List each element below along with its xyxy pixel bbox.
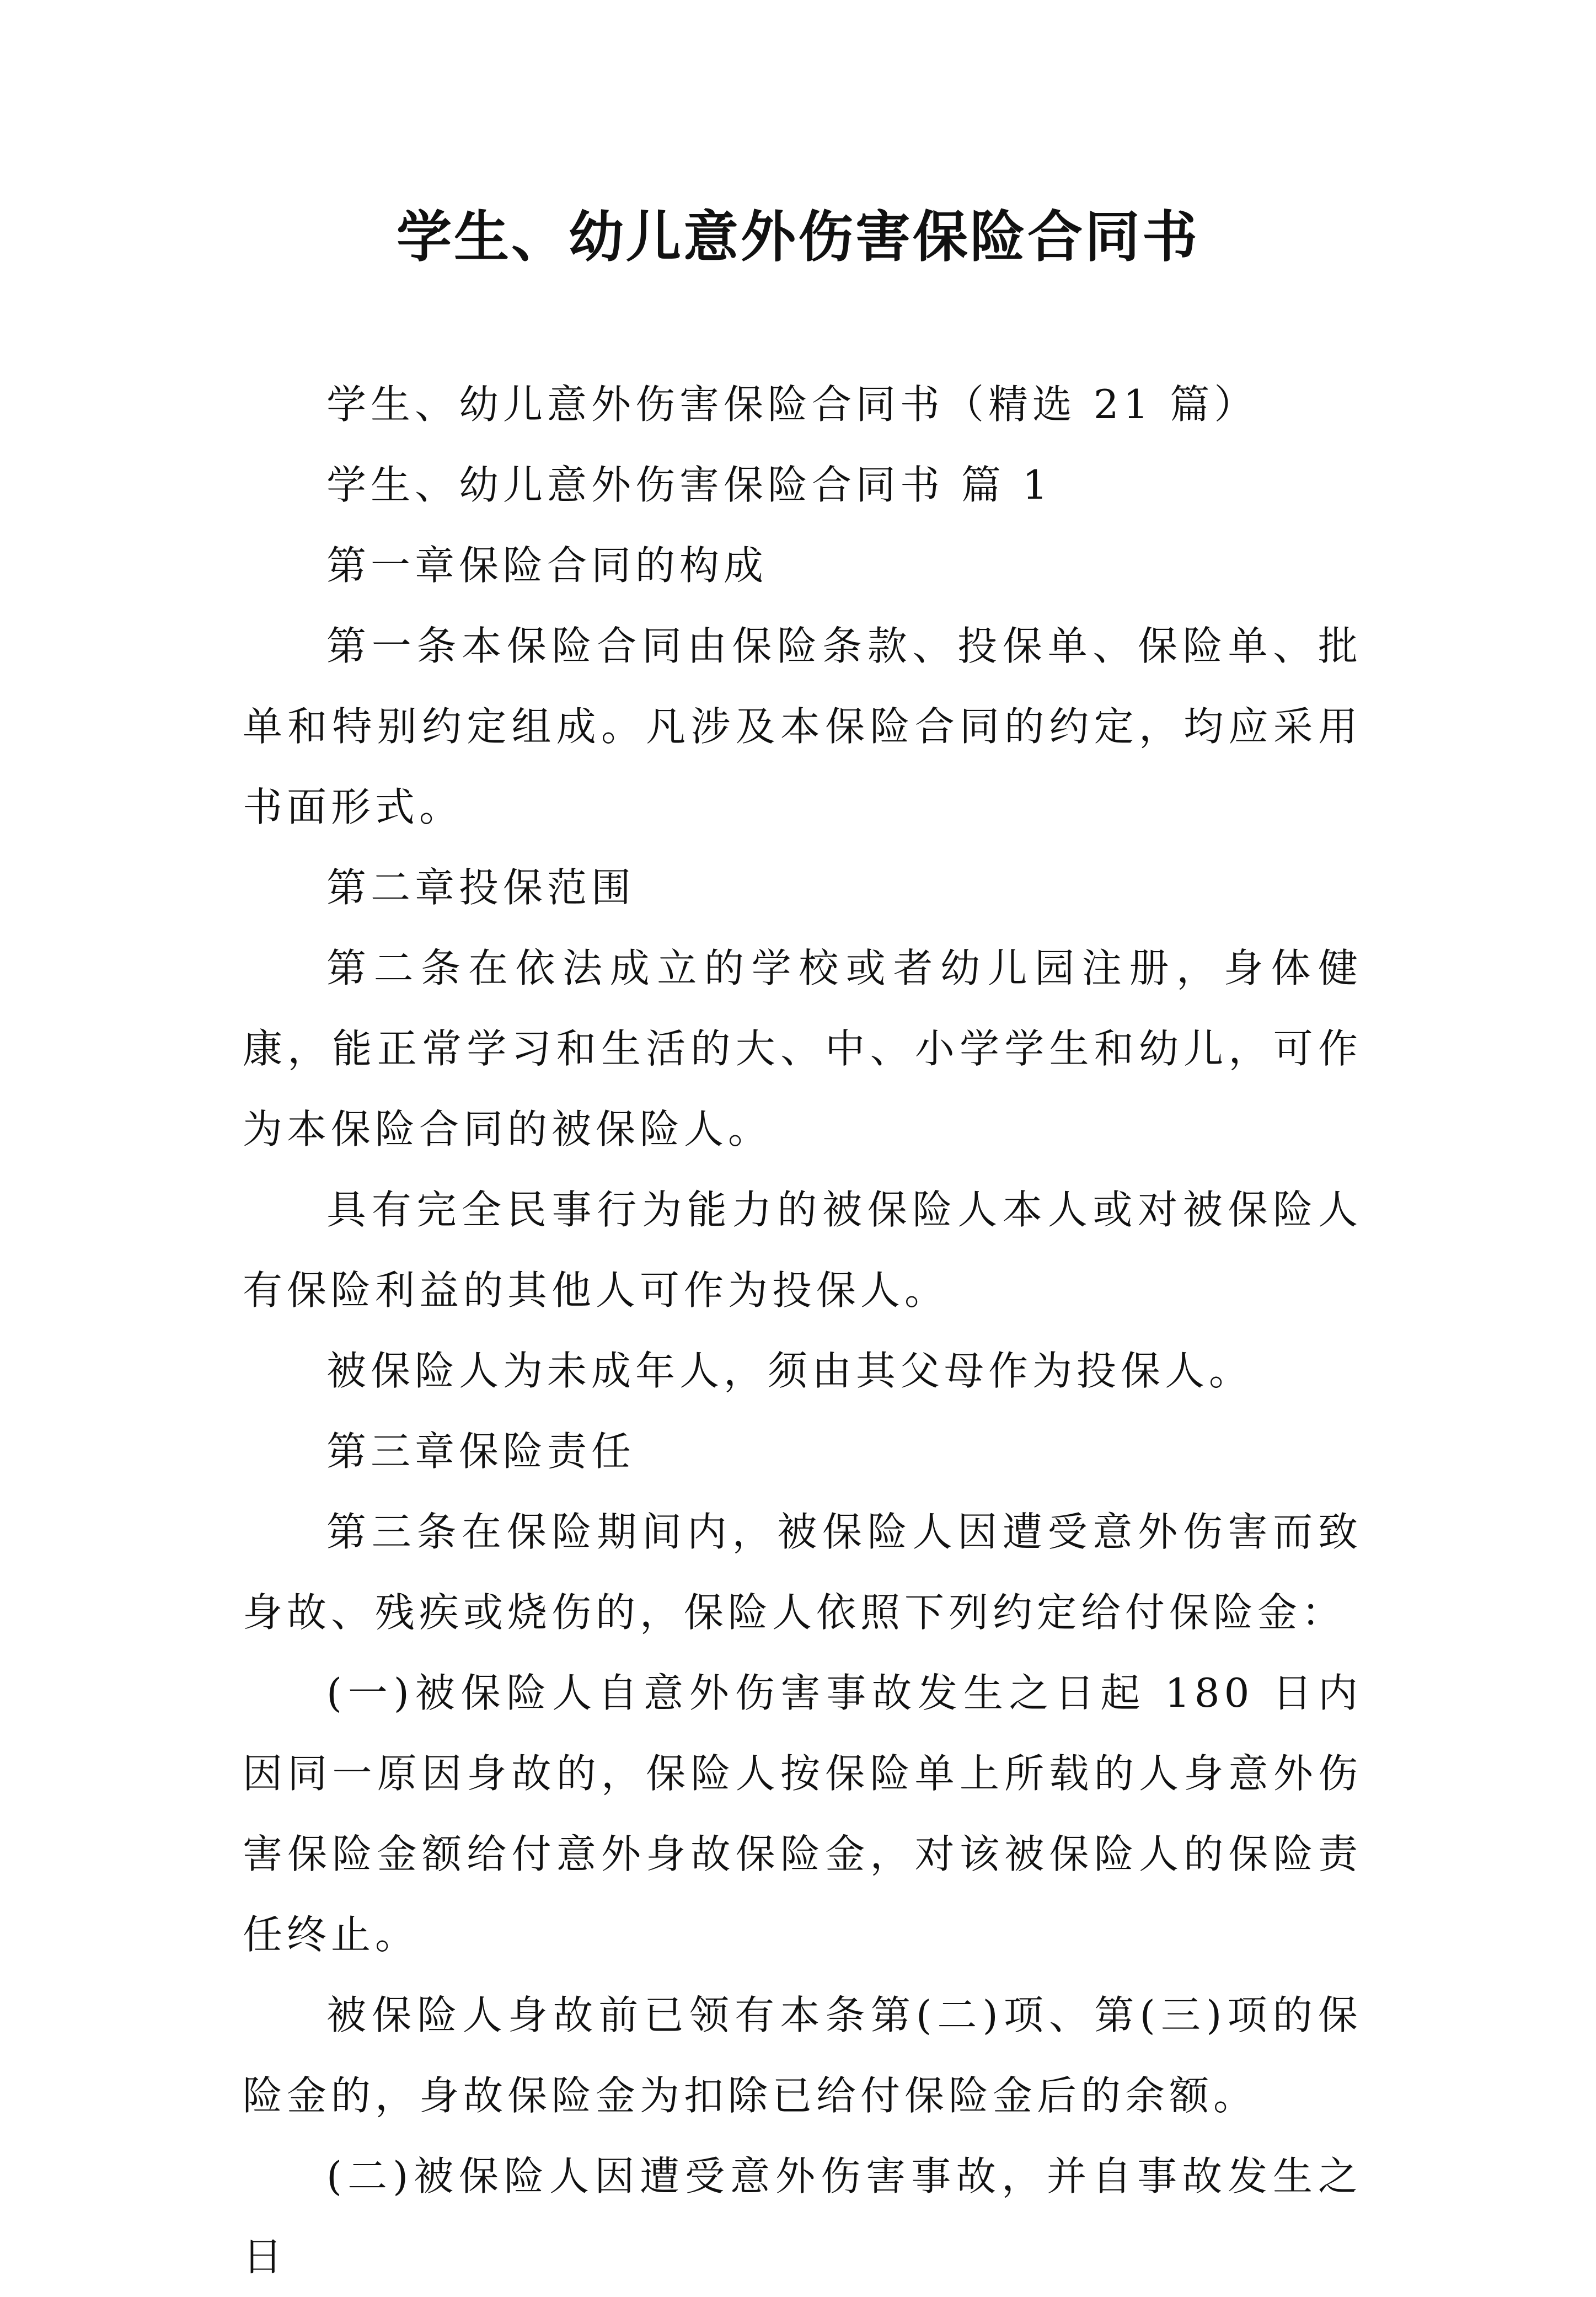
body-paragraph: 具有完全民事行为能力的被保险人本人或对被保险人有保险利益的其他人可作为投保人。 <box>243 1187 1362 1313</box>
article-paragraph: 第一条本保险合同由保险条款、投保单、保险单、批单和特别约定组成。凡涉及本保险合同的约定，均应采用书面形式。 <box>243 623 1362 830</box>
subtitle-paragraph: 学生、幼儿意外伤害保险合同书（精选 21 篇） <box>326 381 1258 428</box>
document-body <box>243 364 1362 2297</box>
article-paragraph: 第三条在保险期间内，被保险人因遭受意外伤害而致身故、残疾或烧伤的，保险人依照下列约定给付保险金： <box>243 1509 1362 1636</box>
document-title: 学生、幼儿意外伤害保险合同书 <box>397 205 1199 269</box>
clause-paragraph: (一)被保险人自意外伤害事故发生之日起 180 日内因同一原因身故的，保险人按保险单上所载的人身意外伤害保险金额给付意外身故保险金，对该被保险人的保险责任终止。 <box>243 1670 1362 1958</box>
chapter-heading: 第二章投保范围 <box>326 864 636 911</box>
body-paragraph: 被保险人为未成年人，须由其父母作为投保人。 <box>326 1348 1254 1394</box>
article-paragraph: 第二条在依法成立的学校或者幼儿园注册，身体健康，能正常学习和生活的大、中、小学学生和幼儿，可作为本保险合同的被保险人。 <box>243 945 1362 1152</box>
chapter-heading: 第一章保险合同的构成 <box>326 542 768 589</box>
chapter-heading: 第三章保险责任 <box>326 1428 636 1475</box>
section-heading-part-1: 学生、幼儿意外伤害保险合同书 篇 1 <box>326 462 1052 508</box>
body-paragraph: 被保险人身故前已领有本条第(二)项、第(三)项的保险金的，身故保险金为扣除已给付保险金后的余额。 <box>243 1992 1362 2119</box>
clause-paragraph: (二)被保险人因遭受意外伤害事故，并自事故发生之日 <box>243 2153 1362 2280</box>
